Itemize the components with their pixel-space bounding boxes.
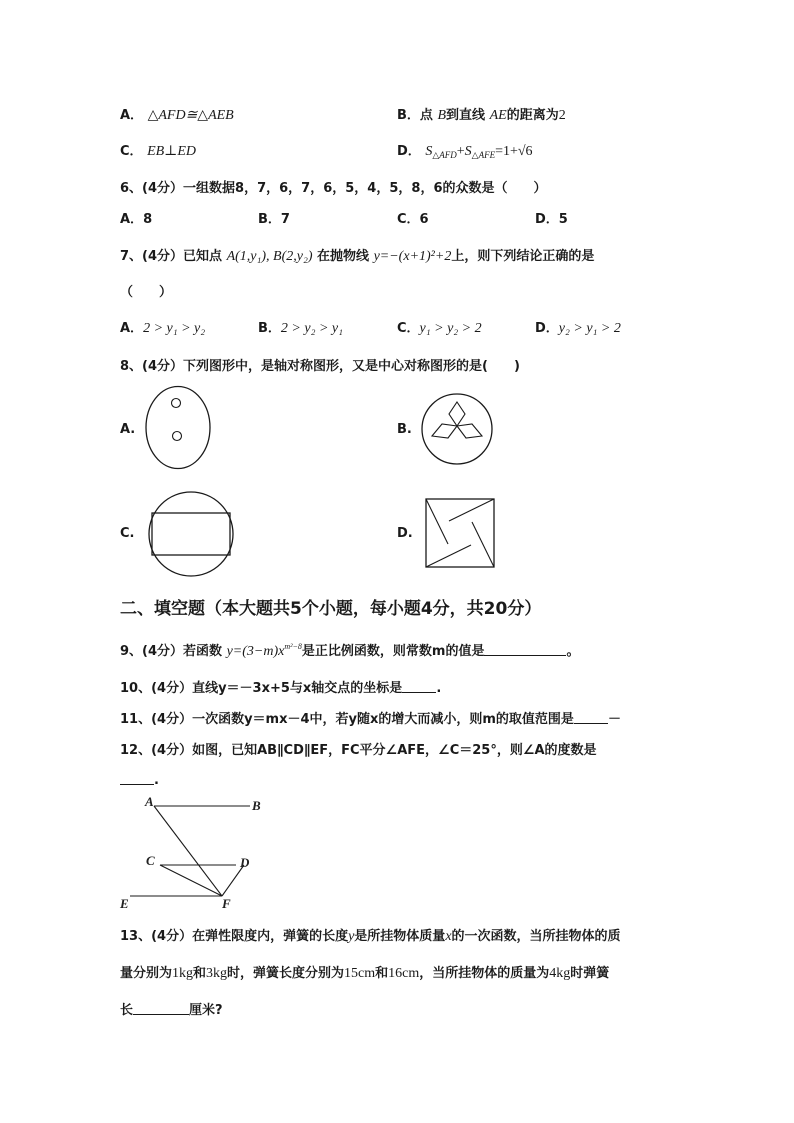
- text: 11、(4分）一次函数y＝mx－4中，若y随x的增大而减小，则m的取值范围是: [120, 712, 574, 727]
- point-label-b: B: [252, 798, 261, 813]
- option-label: C．: [397, 212, 420, 227]
- q6-option-c: [397, 208, 429, 227]
- math: 16cm: [388, 966, 420, 981]
- option-text: EB⊥ED: [147, 144, 197, 159]
- option-text: 6: [419, 212, 429, 227]
- point-label-c: C: [146, 853, 155, 868]
- math: 1kg: [172, 966, 194, 981]
- text: 上，则下列结论正确的是: [451, 249, 595, 264]
- q10-stem: [120, 677, 441, 696]
- option-label: C．: [397, 321, 420, 336]
- text: .: [154, 773, 159, 788]
- option-text: 8: [143, 212, 153, 227]
- text: 点: [419, 108, 433, 123]
- option-label: C．: [120, 144, 143, 159]
- text: 是正比例函数，则常数m的值是: [301, 644, 485, 659]
- math: y=−(x+1)²+2: [373, 249, 452, 264]
- option-label: B．: [258, 321, 281, 336]
- math: B: [437, 108, 447, 123]
- answer-blank[interactable]: [120, 772, 154, 785]
- point-label-a: A: [145, 794, 154, 809]
- text: 长: [120, 1003, 134, 1018]
- q5-option-a: [120, 104, 234, 124]
- figure-a-ellipse: [144, 385, 212, 470]
- option-label: D．: [397, 144, 421, 159]
- q7-option-d: [535, 317, 621, 337]
- math: 3kg: [206, 966, 228, 981]
- text: 时弹簧: [570, 966, 610, 981]
- point-label-f: F: [222, 896, 231, 911]
- text: 和: [375, 966, 389, 981]
- q5-option-c: [120, 140, 196, 160]
- text: 到直线: [446, 108, 486, 123]
- q5-option-d: [397, 140, 533, 161]
- text: .: [436, 681, 442, 696]
- figure-b-three-diamonds: [420, 392, 494, 466]
- q8-label-a: A.: [120, 422, 136, 437]
- math: +: [456, 144, 465, 159]
- q12-stem: 12、(4分）如图，已知AB∥CD∥EF，FC平分∠AFE，∠C＝25°，则∠A的度数是: [120, 743, 597, 758]
- option-text: 5: [558, 212, 568, 227]
- math-sub: △AFD: [432, 150, 457, 160]
- q8-label-d: D.: [397, 526, 413, 541]
- option-text: 2 > y₂ > y₁: [280, 321, 343, 336]
- math: y=(3−m)x: [226, 644, 285, 659]
- q12-blank-line: [120, 772, 159, 788]
- q7-option-c: [397, 317, 482, 337]
- option-label: A．: [120, 212, 144, 227]
- option-label: B．: [258, 212, 281, 227]
- q13-line-1: [120, 925, 621, 945]
- text: 量分别为: [120, 966, 173, 981]
- section-2-title: 二、填空题（本大题共5个小题，每小题4分，共20分）: [120, 599, 542, 619]
- q7-stem: [120, 245, 594, 265]
- text: 厘米?: [189, 1003, 223, 1018]
- answer-blank[interactable]: [133, 1002, 189, 1015]
- math-sup: m²−8: [284, 642, 302, 651]
- q6-option-b: [258, 208, 290, 227]
- math: =1+√6: [495, 144, 533, 159]
- option-label: D．: [535, 212, 559, 227]
- math: x: [445, 929, 452, 944]
- figure-c-circle-rectangle: [147, 490, 235, 578]
- text: 和: [193, 966, 207, 981]
- answer-blank[interactable]: [574, 711, 608, 724]
- math: S: [425, 144, 433, 159]
- math: S: [464, 144, 472, 159]
- q6-stem: 6、(4分）一组数据8，7，6，7，6，5，4，5，8，6的众数是（ ）: [120, 181, 547, 196]
- point-label-d: D: [240, 855, 250, 870]
- q8-stem: 8、(4分）下列图形中，是轴对称图形，又是中心对称图形的是( ): [120, 359, 520, 374]
- math: 2: [558, 108, 566, 123]
- q8-label-b: B.: [397, 422, 412, 437]
- option-label: D．: [535, 321, 559, 336]
- math: 4kg: [549, 966, 571, 981]
- q7-option-a: [120, 317, 205, 337]
- text: 7、(4分）已知点: [120, 249, 223, 264]
- q6-option-d: [535, 208, 568, 227]
- text: －: [607, 712, 621, 727]
- math: y: [348, 929, 355, 944]
- answer-blank[interactable]: [402, 680, 436, 693]
- option-label: A．: [120, 108, 144, 123]
- text: 10、(4分）直线y＝－3x+5与x轴交点的坐标是: [120, 681, 403, 696]
- text: 的一次函数，当所挂物体的质: [451, 929, 621, 944]
- q13-line-3: [120, 999, 223, 1018]
- math: AE: [489, 108, 507, 123]
- option-text: △AFD≅△AEB: [147, 108, 234, 123]
- text: 9、(4分）若函数: [120, 644, 223, 659]
- q9-stem: [120, 640, 579, 660]
- math: 15cm: [344, 966, 376, 981]
- q7-paren: （ ）: [120, 285, 173, 300]
- math-sub: △AFE: [471, 150, 496, 160]
- option-text: y₂ > y₁ > 2: [558, 321, 621, 336]
- q11-stem: [120, 708, 621, 727]
- option-label: A．: [120, 321, 144, 336]
- math: A(1,y₁), B(2,y₂): [226, 249, 313, 264]
- text: 时，弹簧长度分别为: [227, 966, 345, 981]
- q6-option-a: [120, 208, 152, 227]
- point-label-e: E: [120, 896, 129, 911]
- text: ，当所挂物体的质量为: [419, 966, 550, 981]
- answer-blank[interactable]: [484, 643, 566, 656]
- q7-option-b: [258, 317, 343, 337]
- text: 。: [566, 644, 580, 659]
- figure-d-square-pinwheel: [425, 498, 495, 568]
- text: 是所挂物体质量: [354, 929, 446, 944]
- q5-option-b: [397, 104, 566, 124]
- q13-line-2: [120, 962, 609, 982]
- option-text: 7: [280, 212, 290, 227]
- q8-label-c: C.: [120, 526, 135, 541]
- text: 在抛物线: [317, 249, 370, 264]
- option-label: B．: [397, 108, 420, 123]
- text: 13、(4分）在弹性限度内，弹簧的长度: [120, 929, 349, 944]
- q12-figure-parallel-lines: [112, 794, 282, 914]
- text: 的距离为: [506, 108, 559, 123]
- option-text: 2 > y₁ > y₂: [143, 321, 206, 336]
- option-text: y₁ > y₂ > 2: [419, 321, 482, 336]
